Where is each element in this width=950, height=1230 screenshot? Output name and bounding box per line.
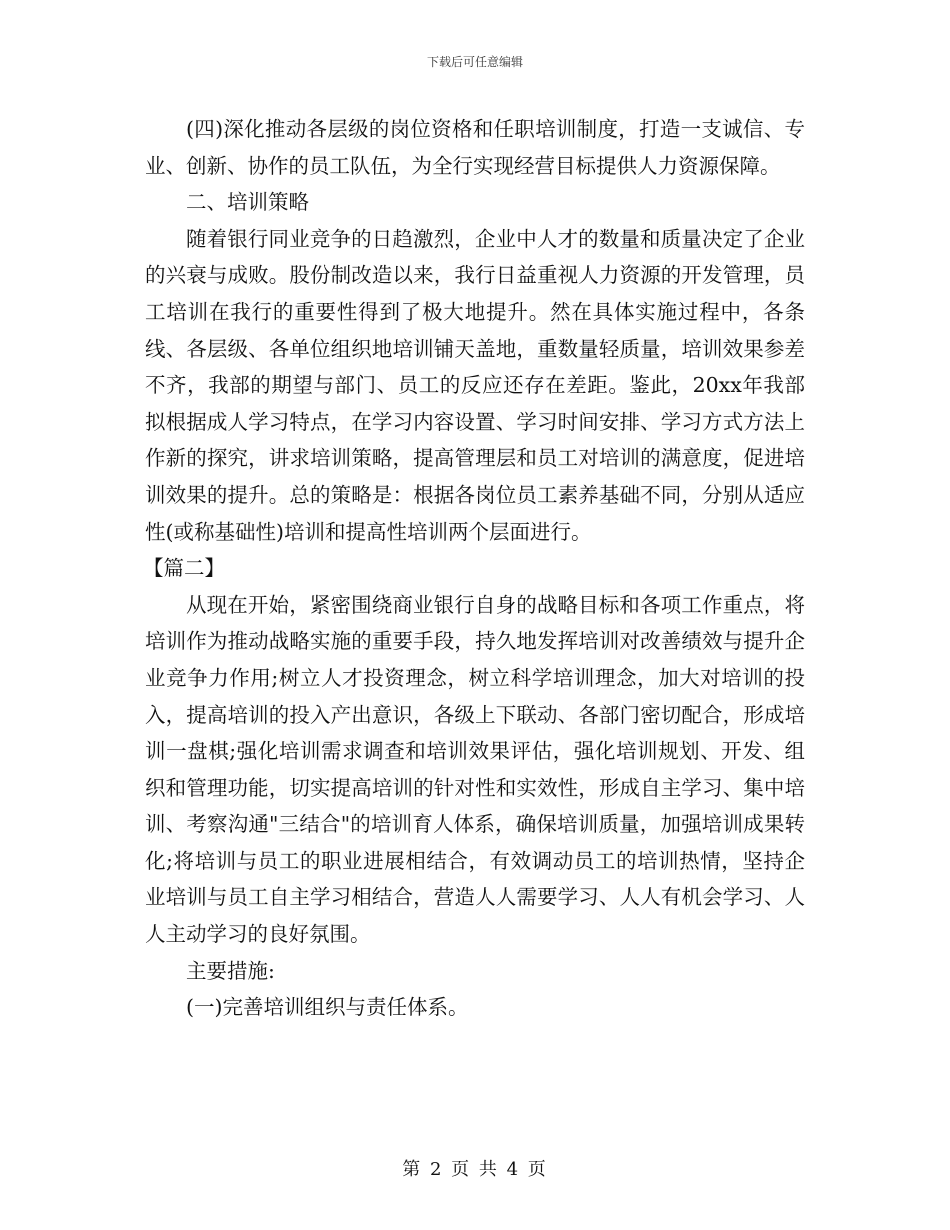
paragraph-four: (四)深化推动各层级的岗位资格和任职培训制度，打造一支诚信、专业、创新、协作的员工队伍，为全行实现经营目标提供人力资源保障。 bbox=[145, 117, 805, 178]
section-heading-part-two: 【篇二】 bbox=[143, 556, 225, 581]
paragraph-part-two: 从现在开始，紧密围绕商业银行自身的战略目标和各项工作重点，将培训作为推动战略实施的重要手段，持久地发挥培训对改善绩效与提升企业竞争力作用;树立人才投资理念，树立科学培训理念，加大对培训的投入，提高培训的投入产出意识，各级上下联动、各部门密切配合，形成培训一盘棋;强化培训需求调查和培训效果评估，强化培训规划、开发、组织和管理功能，切实提高培训的针对性和实效性，形成自主学习、集中培训、考察沟通"三结合"的培训育人体系，确保培训质量，加强培训成果转化;将培训与员工的职业进展相结合，有效调动员工的培训热情，坚持企业培训与员工自主学习相结合，营造人人需要学习、人人有机会学习、人人主动学习的良好氛围。 bbox=[145, 592, 805, 947]
page-header: 下载后可任意编辑 bbox=[426, 55, 523, 69]
main-measures-heading: 主要措施: bbox=[186, 958, 275, 983]
paragraph-strategy: 随着银行同业竞争的日趋激烈，企业中人才的数量和质量决定了企业的兴衰与成败。股份制改造以来，我行日益重视人力资源的开发管理，员工培训在我行的重要性得到了极大地提升。然在具体实施过程中，各条线、各层级、各单位组织地培训铺天盖地，重数量轻质量，培训效果参差不齐，我部的期望与部门、员工的反应还存在差距。鉴此，20xx年我部拟根据成人学习特点，在学习内容设置、学习时间安排、学习方式方法上作新的探究，讲求培训策略，提高管理层和员工对培训的满意度，促进培训效果的提升。总的策略是：根据各岗位员工素养基础不同，分别从适应性(或称基础性)培训和提高性培训两个层面进行。 bbox=[145, 226, 805, 544]
document-body bbox=[145, 111, 805, 1026]
measure-one: (一)完善培训组织与责任体系。 bbox=[186, 995, 469, 1020]
section-heading-training-strategy: 二、培训策略 bbox=[186, 190, 309, 215]
page-footer: 第 2 页 共 4 页 bbox=[402, 1159, 548, 1180]
